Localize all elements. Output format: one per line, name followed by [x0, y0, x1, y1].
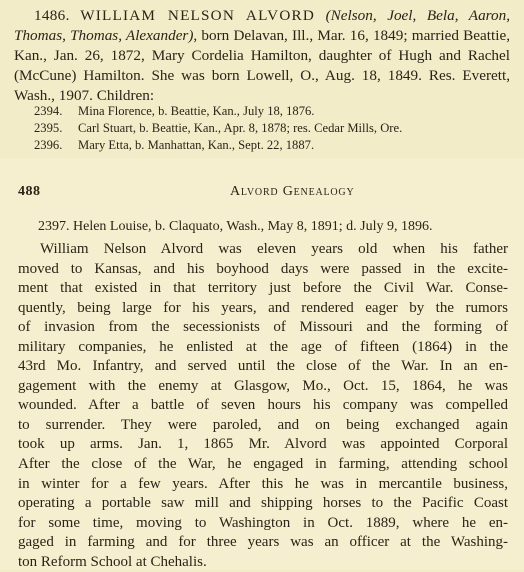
entry-details: , born Delavan, Ill., Mar. 16, 1849; married Beattie, Kan., Jan. 26, 1872, Mary Cordelia Hamilton, daughter of Hugh and Rachel (McCune) Hamilton. She was born Lowell, O., Aug. 18, 1849. Res. Everett, Wash., 1907. Children:	[14, 27, 510, 104]
running-title: Alvord Genealogy	[230, 184, 355, 199]
entry-ancestry: (Nelson, Joel, Bela, Aaron, Thomas, Thomas, Alexander)	[14, 7, 510, 44]
narrative-line: to surrender. They were paroled, and on being exchanged again	[18, 416, 508, 433]
entry-1486	[14, 6, 510, 106]
narrative-line: in winter for a few years. After this he was in mercantile business,	[18, 475, 508, 492]
child-text: Mary Etta, b. Manhattan, Kan., Sept. 22, 1887.	[78, 138, 315, 152]
entry-name: WILLIAM NELSON ALVORD	[80, 7, 316, 24]
page-header	[18, 183, 506, 201]
child-number: 2396.	[34, 138, 63, 152]
narrative-line: wounded. After a battle of seven hours his company was compelled	[18, 397, 508, 414]
narrative-line: ton Reform School at Chehalis.	[18, 553, 207, 570]
narrative-line: William Nelson Alvord was eleven years old when his father	[40, 241, 508, 257]
child-entry	[34, 120, 504, 137]
narrative-line: took up arms. Jan. 1, 1865 Mr. Alvord was appointed Corporal	[18, 436, 508, 453]
narrative-line: ment that existed in that territory just before the Civil War. Conse-	[18, 280, 508, 297]
entry-2397: 2397. Helen Louise, b. Claquato, Wash., May 8, 1891; d. July 9, 1896.	[38, 219, 433, 234]
narrative-line: gagement with the enemy at Glasgow, Mo., Oct. 15, 1864, he was	[18, 377, 508, 394]
child-number: 2394.	[34, 104, 63, 118]
child-text: Carl Stuart, b. Beattie, Kan., Apr. 8, 1878; res. Cedar Mills, Ore.	[78, 121, 403, 135]
child-number: 2395.	[34, 121, 63, 135]
biography-narrative	[18, 240, 508, 572]
page-number: 488	[18, 184, 41, 199]
child-entry	[34, 137, 504, 154]
child-text: Mina Florence, b. Beattie, Kan., July 18, 1876.	[78, 104, 315, 118]
entry-number: 1486.	[34, 7, 70, 24]
narrative-line: 43rd Mo. Infantry, and served until the close of the War. In an en-	[18, 358, 508, 375]
narrative-line: moved to Kansas, and his boyhood days were passed in the excite-	[18, 260, 508, 277]
child-entry	[34, 103, 504, 120]
narrative-line: After the close of the War, he engaged in farming, attending school	[18, 456, 508, 473]
children-list	[34, 103, 504, 154]
narrative-line: of invasion from the secessionists of Missouri and the forming of	[18, 319, 508, 336]
narrative-line: for some time, moving to Washington in Oct. 1889, where he en-	[18, 514, 508, 531]
narrative-line: quently, being large for his years, and rendered eager by the rumors	[18, 299, 508, 316]
narrative-line: gaged in farming and for three years was an officer at the Washing-	[18, 534, 508, 551]
upper-clipping	[0, 0, 524, 158]
narrative-line: military companies, he enlisted at the age of fifteen (1864) in the	[18, 338, 508, 355]
narrative-line: operating a portable saw mill and shipping horses to the Pacific Coast	[18, 495, 508, 512]
